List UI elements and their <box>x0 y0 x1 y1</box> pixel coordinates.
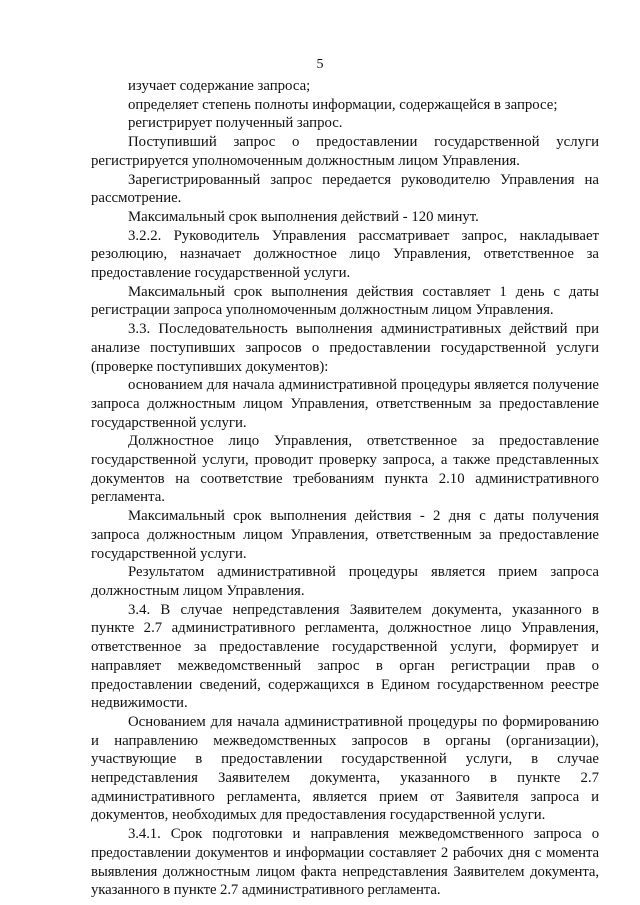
document-body <box>91 77 599 900</box>
paragraph-13: Результатом административной процедуры является прием запроса должностным лицом Управления. <box>91 564 599 599</box>
paragraph-12: Максимальный срок выполнения действия - 2 дня с даты получения запроса должностным лицом Управления, ответственным за предоставление государственной услуги. <box>91 508 599 562</box>
paragraph-15: Основанием для начала административной процедуры по формированию и направлению межведомственных запросов в органы (организации), участвующие в предоставлении государственной услуги, в случае непредставления Заявителем документа, указанного в пункте 2.7 административного регламента, является прием от Заявителя запроса и документов, необходимых для предоставления государственной услуги. <box>91 713 599 824</box>
paragraph-16: 3.4.1. Срок подготовки и направления межведомственного запроса о предоставлении документов и информации составляет 2 рабочих дня с момента выявления должностным лицом факта непредставления Заявителем документа, указанного в пункте 2.7 административного регламента. <box>91 826 599 899</box>
paragraph-6: Максимальный срок выполнения действий - 120 минут. <box>128 208 479 225</box>
paragraph-7: 3.2.2. Руководитель Управления рассматривает запрос, накладывает резолюцию, назначает должностное лицо Управления, ответственное за предоставление государственной услуги. <box>91 227 599 282</box>
paragraph-8: Максимальный срок выполнения действия составляет 1 день с даты регистрации запроса уполномоченным должностным лицом Управления. <box>91 283 599 319</box>
paragraph-14: 3.4. В случае непредставления Заявителем документа, указанного в пункте 2.7 административного регламента, должностное лицо Управления, ответственное за предоставление государственной услуги, формирует и направляет межведомственный запрос в орган регистрации прав о предоставлении сведений, содержащихся в Едином государственном реестре недвижимости. <box>91 601 599 712</box>
paragraph-11: Должностное лицо Управления, ответственное за предоставление государственной услуги, проводит проверку запроса, а также представленных документов на соответствие требованиям пункта 2.10 административного регламента. <box>91 433 599 506</box>
paragraph-9: 3.3. Последовательность выполнения административных действий при анализе поступивших запросов о предоставлении государственной услуги (проверке поступивших документов): <box>91 321 599 375</box>
paragraph-2: определяет степень полноты информации, содержащейся в запросе; <box>128 96 558 113</box>
paragraph-10: основанием для начала административной процедуры является получение запроса должностным лицом Управления, ответственным за предоставление государственной услуги. <box>91 377 599 431</box>
paragraph-3: регистрирует полученный запрос. <box>128 115 343 132</box>
paragraph-4: Поступивший запрос о предоставлении государственной услуги регистрируется уполномоченным должностным лицом Управления. <box>91 134 599 169</box>
page-number: 5 <box>316 57 324 72</box>
paragraph-5: Зарегистрированный запрос передается руководителю Управления на рассмотрение. <box>91 171 599 207</box>
paragraph-1: изучает содержание запроса; <box>128 78 311 94</box>
